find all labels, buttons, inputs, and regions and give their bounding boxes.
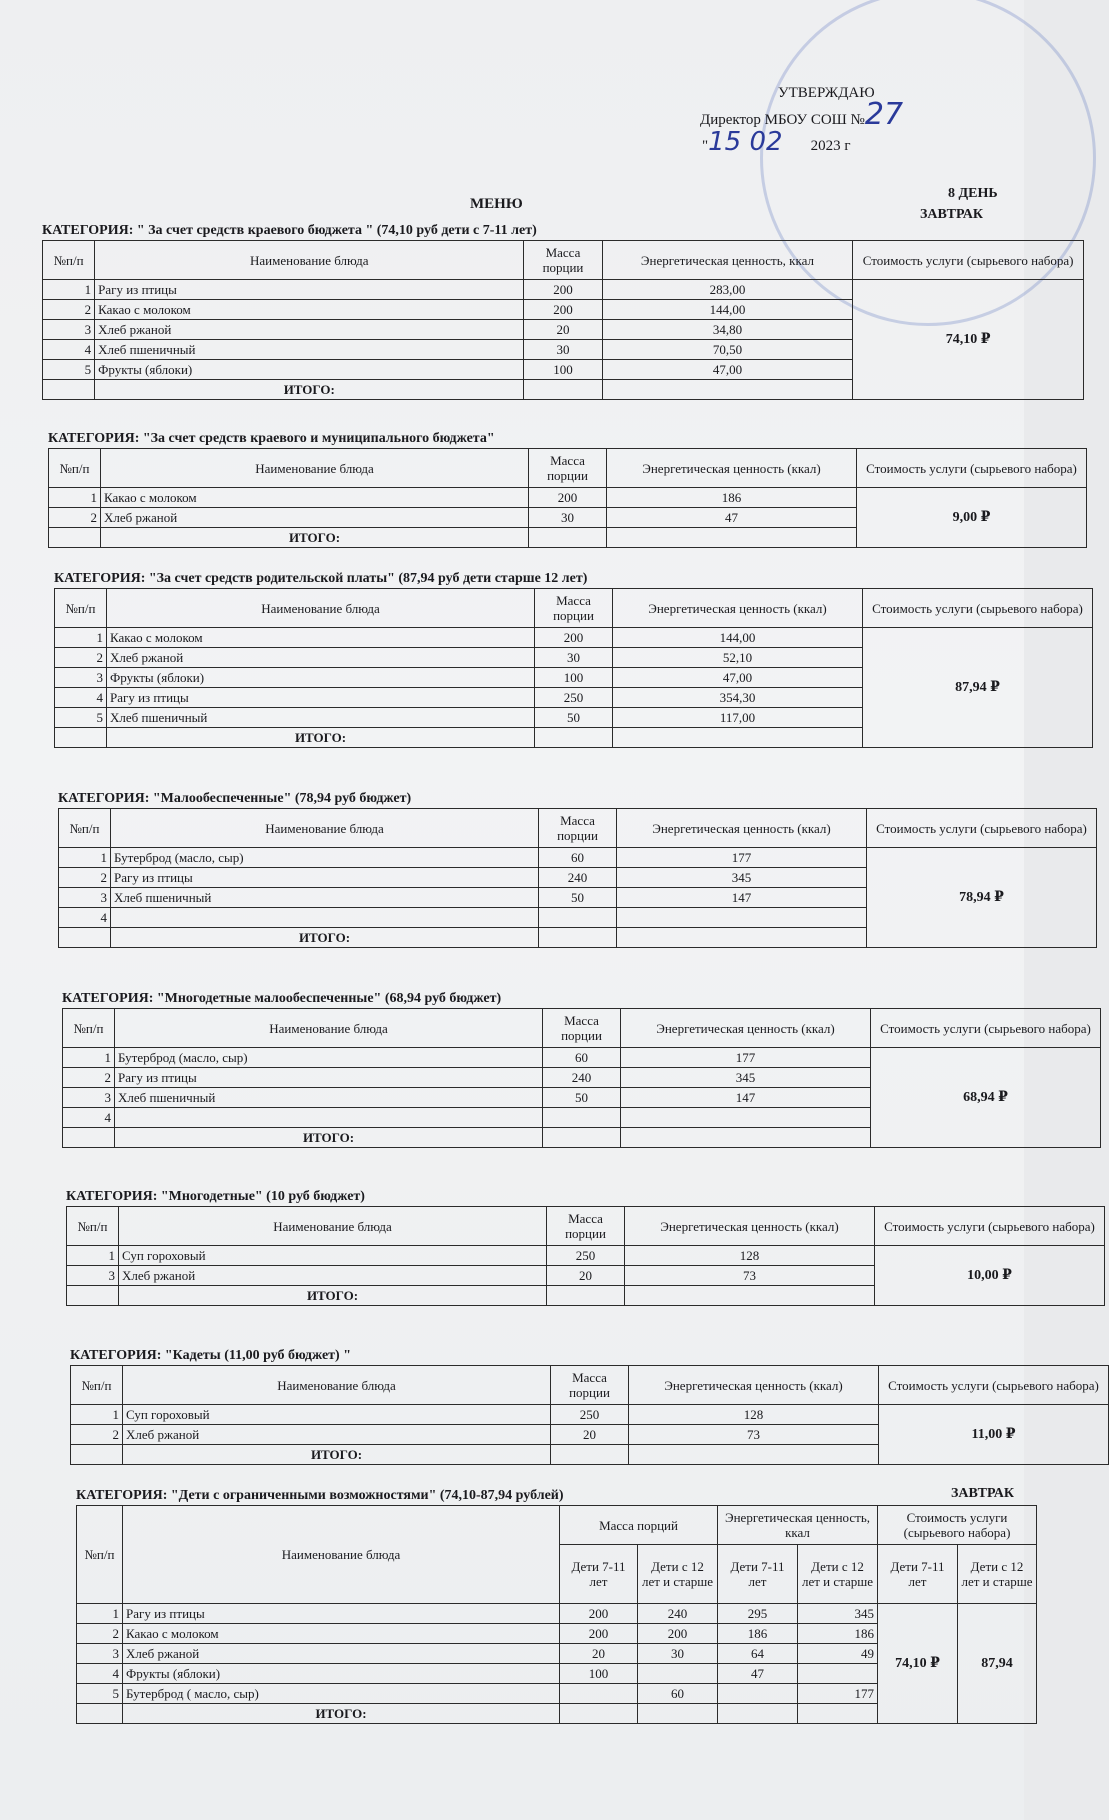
row-number: 5 (55, 708, 107, 728)
col-energy: Энергетическая ценность (ккал) (629, 1366, 879, 1405)
dish-mass: 200 (524, 300, 602, 320)
dish-mass: 20 (524, 320, 602, 340)
dish-energy: 283,00 (602, 280, 853, 300)
energy-7-11 (718, 1684, 798, 1704)
col-num: №п/п (71, 1366, 123, 1405)
dish-mass: 30 (524, 340, 602, 360)
col-cost-7-11: Дети 7-11 лет (878, 1545, 958, 1604)
col-dish: Наименование блюда (123, 1506, 560, 1604)
menu-table (66, 1206, 1105, 1306)
col-num: №п/п (43, 241, 95, 280)
dish-name: Суп гороховый (123, 1405, 551, 1425)
dish-mass: 250 (551, 1405, 629, 1425)
col-cost: Стоимость услуги (сырьевого набора) (875, 1207, 1105, 1246)
col-cost: Стоимость услуги (сырьевого набора) (853, 241, 1084, 280)
category-title: КАТЕГОРИЯ: "За счет средств краевого и муниципального бюджета" (48, 431, 495, 446)
dish-mass: 50 (535, 708, 613, 728)
table-row (77, 1604, 1037, 1624)
row-number: 4 (43, 340, 95, 360)
dish-energy: 147 (617, 888, 867, 908)
dish-name: Хлеб пшеничный (95, 340, 524, 360)
col-cost: Стоимость услуги (сырьевого набора) (863, 589, 1093, 628)
category-title: КАТЕГОРИЯ: "Кадеты (11,00 руб бюджет) " (70, 1348, 351, 1363)
category-title: КАТЕГОРИЯ: "Малообеспеченные" (78,94 руб бюджет) (58, 791, 412, 806)
energy-7-11: 64 (718, 1644, 798, 1664)
dish-name: Бутерброд (масло, сыр) (115, 1048, 543, 1068)
col-cost: Стоимость услуги (сырьевого набора) (871, 1009, 1101, 1048)
col-mass: Масса порции (535, 589, 613, 628)
dish-name: Рагу из птицы (111, 868, 539, 888)
mass-7-11: 200 (560, 1604, 638, 1624)
dish-name: Рагу из птицы (95, 280, 524, 300)
row-number: 4 (77, 1664, 123, 1684)
date-quote: " (702, 138, 709, 154)
service-cost: 78,94 ₽ (867, 848, 1097, 948)
col-num: №п/п (59, 809, 111, 848)
col-num: №п/п (67, 1207, 119, 1246)
col-mass-7-11: Дети 7-11 лет (560, 1545, 638, 1604)
col-dish: Наименование блюда (111, 809, 539, 848)
dish-name: Хлеб ржаной (119, 1266, 547, 1286)
total-label: ИТОГО: (123, 1445, 551, 1465)
row-number: 3 (43, 320, 95, 340)
dish-mass: 250 (535, 688, 613, 708)
total-label: ИТОГО: (115, 1128, 543, 1148)
director-label: Директор МБОУ СОШ № (700, 112, 865, 128)
table-row (71, 1405, 1109, 1425)
row-number: 3 (63, 1088, 115, 1108)
row-number: 2 (43, 300, 95, 320)
dish-energy: 144,00 (613, 628, 863, 648)
col-energy: Энергетическая ценность (ккал) (613, 589, 863, 628)
dish-name: Хлеб ржаной (95, 320, 524, 340)
dish-energy: 354,30 (613, 688, 863, 708)
dish-name: Фрукты (яблоки) (95, 360, 524, 380)
mass-12: 200 (638, 1624, 718, 1644)
col-energy: Энергетическая ценность (ккал) (607, 449, 857, 488)
cost-7-11: 74,10 ₽ (878, 1604, 958, 1724)
energy-12: 345 (798, 1604, 878, 1624)
energy-12: 186 (798, 1624, 878, 1644)
total-label: ИТОГО: (95, 380, 524, 400)
dish-energy: 52,10 (613, 648, 863, 668)
category-title: КАТЕГОРИЯ: " За счет средств краевого бюджета " (74,10 руб дети с 7-11 лет) (42, 223, 537, 238)
menu-table (48, 448, 1087, 548)
col-energy: Энергетическая ценность (ккал) (625, 1207, 875, 1246)
row-number: 2 (63, 1068, 115, 1088)
dish-name: Суп гороховый (119, 1246, 547, 1266)
col-cost: Стоимость услуги (сырьевого набора) (857, 449, 1087, 488)
dish-energy: 345 (621, 1068, 871, 1088)
menu-table (70, 1365, 1109, 1465)
mass-12: 60 (638, 1684, 718, 1704)
col-mass-portions: Масса порций (560, 1506, 718, 1545)
col-num: №п/п (77, 1506, 123, 1604)
total-label: ИТОГО: (107, 728, 535, 748)
mass-7-11: 100 (560, 1664, 638, 1684)
school-number: 27 (864, 97, 904, 132)
row-number: 4 (55, 688, 107, 708)
dish-name: Какао с молоком (123, 1624, 560, 1644)
category-title: КАТЕГОРИЯ: "Многодетные" (10 руб бюджет) (66, 1189, 365, 1204)
row-number: 3 (59, 888, 111, 908)
dish-name: Хлеб пшеничный (111, 888, 539, 908)
dish-energy: 147 (621, 1088, 871, 1108)
dish-mass (543, 1108, 621, 1128)
total-label: ИТОГО: (119, 1286, 547, 1306)
dish-mass: 200 (529, 488, 607, 508)
meal-label: ЗАВТРАК (920, 207, 984, 222)
dish-name: Рагу из птицы (115, 1068, 543, 1088)
category-section (66, 1188, 1105, 1306)
dish-mass (539, 908, 617, 928)
total-label: ИТОГО: (111, 928, 539, 948)
dish-energy (621, 1108, 871, 1128)
dish-name: Бутерброд (масло, сыр) (111, 848, 539, 868)
dish-name: Хлеб ржаной (123, 1425, 551, 1445)
approval-block (700, 82, 1000, 157)
dish-mass: 250 (547, 1246, 625, 1266)
total-label: ИТОГО: (101, 528, 529, 548)
row-number: 3 (55, 668, 107, 688)
dish-energy: 73 (629, 1425, 879, 1445)
dish-name (111, 908, 539, 928)
row-number: 3 (67, 1266, 119, 1286)
row-number: 1 (55, 628, 107, 648)
col-num: №п/п (55, 589, 107, 628)
energy-12 (798, 1664, 878, 1684)
menu-table (58, 808, 1097, 948)
dish-mass: 240 (543, 1068, 621, 1088)
energy-7-11: 186 (718, 1624, 798, 1644)
row-number: 1 (59, 848, 111, 868)
menu-title: МЕНЮ (470, 196, 523, 212)
category-section (48, 430, 1087, 548)
mass-7-11: 200 (560, 1624, 638, 1644)
menu-table (54, 588, 1093, 748)
energy-12: 49 (798, 1644, 878, 1664)
dish-energy: 47 (607, 508, 857, 528)
total-label: ИТОГО: (123, 1704, 560, 1724)
mass-12 (638, 1664, 718, 1684)
category-section (54, 570, 1093, 748)
service-cost: 11,00 ₽ (879, 1405, 1109, 1465)
row-number: 2 (59, 868, 111, 888)
dish-mass: 100 (535, 668, 613, 688)
dish-mass: 240 (539, 868, 617, 888)
col-mass: Масса порции (529, 449, 607, 488)
special-category-title: КАТЕГОРИЯ: "Дети с ограниченными возможностями" (74,10-87,94 рублей) (76, 1488, 564, 1503)
dish-name: Бутерброд ( масло, сыр) (123, 1684, 560, 1704)
energy-12: 177 (798, 1684, 878, 1704)
dish-energy: 177 (621, 1048, 871, 1068)
dish-mass: 30 (529, 508, 607, 528)
dish-name: Какао с молоком (101, 488, 529, 508)
category-section (42, 222, 1084, 400)
row-number: 5 (77, 1684, 123, 1704)
row-number: 2 (55, 648, 107, 668)
dish-name: Фрукты (яблоки) (107, 668, 535, 688)
dish-energy: 47,00 (602, 360, 853, 380)
row-number: 4 (59, 908, 111, 928)
dish-energy: 128 (629, 1405, 879, 1425)
year-label: 2023 г (810, 138, 851, 154)
col-cost-12: Дети с 12 лет и старше (958, 1545, 1037, 1604)
energy-7-11: 295 (718, 1604, 798, 1624)
dish-energy: 345 (617, 868, 867, 888)
col-mass: Масса порции (524, 241, 602, 280)
col-mass: Масса порции (551, 1366, 629, 1405)
dish-energy: 47,00 (613, 668, 863, 688)
category-section (70, 1347, 1109, 1465)
category-title: КАТЕГОРИЯ: "Многодетные малообеспеченные" (68,94 руб бюджет) (62, 991, 502, 1006)
dish-name: Рагу из птицы (107, 688, 535, 708)
col-dish: Наименование блюда (107, 589, 535, 628)
cost-12: 87,94 (958, 1604, 1037, 1724)
row-number: 1 (71, 1405, 123, 1425)
col-cost: Стоимость услуги (сырьевого набора) (867, 809, 1097, 848)
col-num: №п/п (49, 449, 101, 488)
category-section (58, 790, 1097, 948)
col-mass-12: Дети с 12 лет и старше (638, 1545, 718, 1604)
col-dish: Наименование блюда (119, 1207, 547, 1246)
table-row (59, 848, 1097, 868)
date-handwritten: 15 02 (708, 127, 783, 157)
service-cost: 10,00 ₽ (875, 1246, 1105, 1306)
dish-energy: 186 (607, 488, 857, 508)
table-row (49, 488, 1087, 508)
dish-energy: 73 (625, 1266, 875, 1286)
col-num: №п/п (63, 1009, 115, 1048)
service-cost: 87,94 ₽ (863, 628, 1093, 748)
dish-name: Какао с молоком (95, 300, 524, 320)
col-mass: Масса порции (539, 809, 617, 848)
mass-7-11 (560, 1684, 638, 1704)
dish-name: Хлеб пшеничный (115, 1088, 543, 1108)
row-number: 2 (49, 508, 101, 528)
energy-7-11: 47 (718, 1664, 798, 1684)
table-row (67, 1246, 1105, 1266)
dish-energy: 117,00 (613, 708, 863, 728)
dish-mass: 50 (543, 1088, 621, 1108)
menu-table (42, 240, 1084, 400)
col-energy-12: Дети с 12 лет и старше (798, 1545, 878, 1604)
dish-energy: 144,00 (602, 300, 853, 320)
day-label: 8 ДЕНЬ (948, 186, 998, 201)
date-line (700, 127, 1000, 157)
special-meal-label: ЗАВТРАК (950, 1486, 1014, 1501)
dish-name: Какао с молоком (107, 628, 535, 648)
col-dish: Наименование блюда (95, 241, 524, 280)
col-dish: Наименование блюда (101, 449, 529, 488)
special-needs-section (76, 1487, 1037, 1724)
row-number: 1 (43, 280, 95, 300)
service-cost: 74,10 ₽ (853, 280, 1084, 400)
dish-mass: 50 (539, 888, 617, 908)
category-title: КАТЕГОРИЯ: "За счет средств родительской платы" (87,94 руб дети старше 12 лет) (54, 571, 588, 586)
mass-12: 30 (638, 1644, 718, 1664)
row-number: 2 (77, 1624, 123, 1644)
col-dish: Наименование блюда (123, 1366, 551, 1405)
dish-energy: 70,50 (602, 340, 853, 360)
col-energy-7-11: Дети 7-11 лет (718, 1545, 798, 1604)
col-mass: Масса порции (547, 1207, 625, 1246)
col-mass: Масса порции (543, 1009, 621, 1048)
dish-mass: 60 (543, 1048, 621, 1068)
col-dish: Наименование блюда (115, 1009, 543, 1048)
col-energy: Энергетическая ценность (ккал) (621, 1009, 871, 1048)
dish-mass: 30 (535, 648, 613, 668)
row-number: 5 (43, 360, 95, 380)
dish-mass: 100 (524, 360, 602, 380)
mass-12: 240 (638, 1604, 718, 1624)
dish-energy (617, 908, 867, 928)
dish-mass: 20 (547, 1266, 625, 1286)
row-number: 4 (63, 1108, 115, 1128)
dish-mass: 60 (539, 848, 617, 868)
dish-name (115, 1108, 543, 1128)
col-energy: Энергетическая ценность, ккал (602, 241, 853, 280)
mass-7-11: 20 (560, 1644, 638, 1664)
dish-mass: 200 (535, 628, 613, 648)
col-cost: Стоимость услуги (сырьевого набора) (879, 1366, 1109, 1405)
row-number: 1 (63, 1048, 115, 1068)
col-energy: Энергетическая ценность, ккал (718, 1506, 878, 1545)
category-section (62, 990, 1101, 1148)
col-energy: Энергетическая ценность (ккал) (617, 809, 867, 848)
row-number: 2 (71, 1425, 123, 1445)
row-number: 1 (49, 488, 101, 508)
dish-energy: 177 (617, 848, 867, 868)
row-number: 3 (77, 1644, 123, 1664)
table-row (43, 280, 1084, 300)
service-cost: 68,94 ₽ (871, 1048, 1101, 1148)
special-menu-table (76, 1505, 1037, 1724)
approve-label: УТВЕРЖДАЮ (778, 85, 875, 101)
dish-name: Хлеб ржаной (107, 648, 535, 668)
dish-name: Хлеб ржаной (123, 1644, 560, 1664)
table-row (63, 1048, 1101, 1068)
dish-name: Фрукты (яблоки) (123, 1664, 560, 1684)
dish-name: Рагу из птицы (123, 1604, 560, 1624)
col-cost: Стоимость услуги (сырьевого набора) (878, 1506, 1037, 1545)
dish-energy: 128 (625, 1246, 875, 1266)
dish-mass: 200 (524, 280, 602, 300)
dish-mass: 20 (551, 1425, 629, 1445)
dish-name: Хлеб пшеничный (107, 708, 535, 728)
dish-energy: 34,80 (602, 320, 853, 340)
menu-table (62, 1008, 1101, 1148)
row-number: 1 (67, 1246, 119, 1266)
dish-name: Хлеб ржаной (101, 508, 529, 528)
row-number: 1 (77, 1604, 123, 1624)
service-cost: 9,00 ₽ (857, 488, 1087, 548)
table-row (55, 628, 1093, 648)
